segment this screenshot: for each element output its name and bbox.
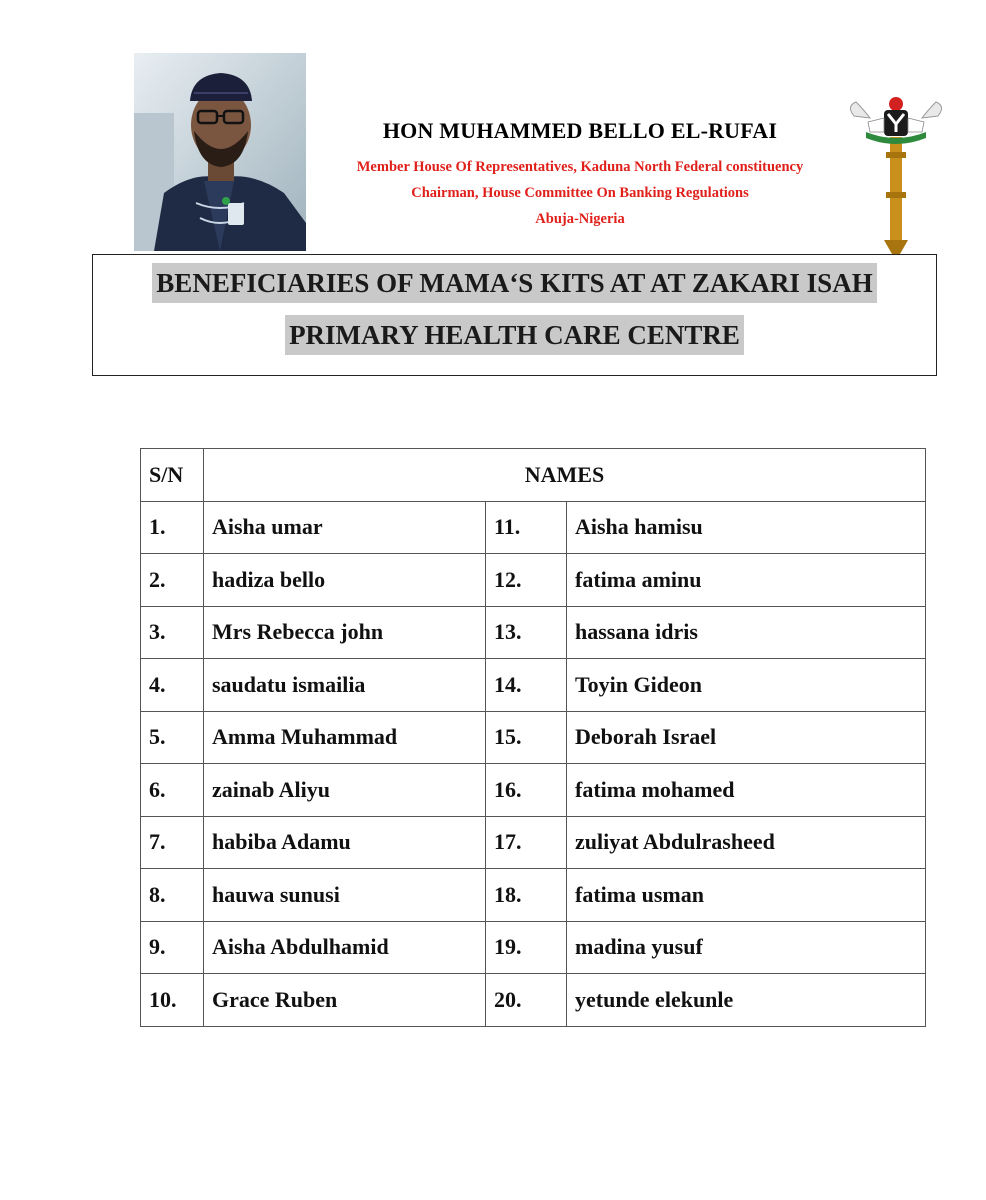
cell-name: Toyin Gideon bbox=[567, 659, 926, 712]
cell-name: habiba Adamu bbox=[204, 816, 486, 869]
cell-name: hauwa sunusi bbox=[204, 869, 486, 922]
cell-sn: 17. bbox=[486, 816, 567, 869]
cell-name: fatima aminu bbox=[567, 554, 926, 607]
cell-name: Aisha Abdulhamid bbox=[204, 921, 486, 974]
cell-name: Mrs Rebecca john bbox=[204, 606, 486, 659]
cell-name: Amma Muhammad bbox=[204, 711, 486, 764]
cell-sn: 9. bbox=[141, 921, 204, 974]
table-header-row bbox=[141, 449, 926, 502]
cell-sn: 8. bbox=[141, 869, 204, 922]
cell-name: yetunde elekunle bbox=[567, 974, 926, 1027]
portrait-photo bbox=[134, 53, 306, 251]
cell-sn: 19. bbox=[486, 921, 567, 974]
cell-name: saudatu ismailia bbox=[204, 659, 486, 712]
cell-name: Deborah Israel bbox=[567, 711, 926, 764]
table-row bbox=[141, 606, 926, 659]
cell-name: hassana idris bbox=[567, 606, 926, 659]
cell-sn: 16. bbox=[486, 764, 567, 817]
header-line-location: Abuja-Nigeria bbox=[535, 211, 625, 227]
cell-sn: 14. bbox=[486, 659, 567, 712]
cell-sn: 1. bbox=[141, 501, 204, 554]
header-names: NAMES bbox=[204, 449, 926, 502]
table-row bbox=[141, 764, 926, 817]
beneficiaries-table bbox=[140, 448, 926, 1027]
table-row bbox=[141, 501, 926, 554]
cell-sn: 5. bbox=[141, 711, 204, 764]
cell-sn: 3. bbox=[141, 606, 204, 659]
cell-sn: 7. bbox=[141, 816, 204, 869]
cell-sn: 15. bbox=[486, 711, 567, 764]
cell-name: zainab Aliyu bbox=[204, 764, 486, 817]
cell-name: Grace Ruben bbox=[204, 974, 486, 1027]
cell-sn: 20. bbox=[486, 974, 567, 1027]
header-line-member: Member House Of Representatives, Kaduna North Federal constituency bbox=[356, 159, 804, 175]
cell-name: Aisha hamisu bbox=[567, 501, 926, 554]
cell-name: fatima usman bbox=[567, 869, 926, 922]
cell-name: fatima mohamed bbox=[567, 764, 926, 817]
document-title-line-2: PRIMARY HEALTH CARE CENTRE bbox=[285, 315, 744, 355]
cell-sn: 18. bbox=[486, 869, 567, 922]
header-sn: S/N bbox=[141, 449, 204, 502]
table-row bbox=[141, 974, 926, 1027]
cell-name: hadiza bello bbox=[204, 554, 486, 607]
cell-sn: 13. bbox=[486, 606, 567, 659]
table-row bbox=[141, 554, 926, 607]
honorable-name: HON MUHAMMED BELLO EL-RUFAI bbox=[382, 118, 778, 143]
cell-sn: 12. bbox=[486, 554, 567, 607]
document-title-line-1: BENEFICIARIES OF MAMA‘S KITS AT AT ZAKARI ISAH bbox=[152, 263, 876, 303]
document-title-box bbox=[92, 254, 937, 376]
cell-sn: 11. bbox=[486, 501, 567, 554]
cell-sn: 10. bbox=[141, 974, 204, 1027]
cell-sn: 2. bbox=[141, 554, 204, 607]
table-row bbox=[141, 869, 926, 922]
header-line-chairman: Chairman, House Committee On Banking Regulations bbox=[411, 185, 749, 201]
coat-of-arms-mace-icon bbox=[840, 92, 952, 257]
cell-name: madina yusuf bbox=[567, 921, 926, 974]
table-row bbox=[141, 659, 926, 712]
letterhead bbox=[300, 118, 860, 236]
cell-sn: 6. bbox=[141, 764, 204, 817]
cell-name: Aisha umar bbox=[204, 501, 486, 554]
table-row bbox=[141, 921, 926, 974]
cell-sn: 4. bbox=[141, 659, 204, 712]
table-row bbox=[141, 816, 926, 869]
table-row bbox=[141, 711, 926, 764]
cell-name: zuliyat Abdulrasheed bbox=[567, 816, 926, 869]
